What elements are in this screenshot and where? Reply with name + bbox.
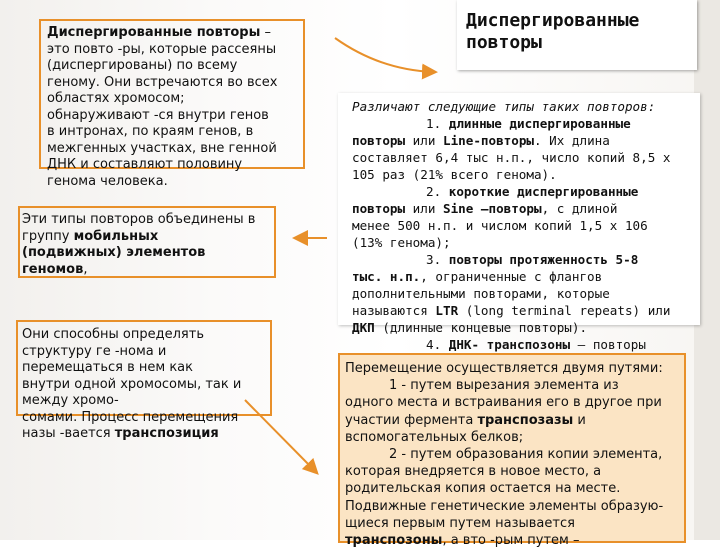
- arrow-title-curve: [335, 38, 434, 72]
- mobile-elements-text: Эти типы повторов объединены в группу мобильных (подвижных) элементов геномов,: [22, 212, 256, 277]
- arrow-to-bottom: [245, 400, 316, 472]
- movement-text: Перемещение осуществляется двумя путями: 1 - путем вырезания элемента из одного места и встраивания его в другое при участии фермента транспозазы и вспомогательных белков; 2 - путем образования копии элемента, которая внедряется в новое место, а родительская копия остается на месте. Подвижные генетические элементы образую- щиеся первым путем называется транспозоны, а вто -рым путем –: [345, 361, 664, 549]
- repeat-types-text: Различают следующие типы таких повторов: 1. длинные диспергированные повторы или Line-повторы. Их длина составляет 6,4 тыс н.п., число копий 8,5 х 105 раз (21% всего генома). 2. короткие диспергированные повторы или Sine –повторы, с длиной менее 500 н.п. и числом копий 1,5 х 106 (13% генома); 3. повторы протяженность 5-8 тыс. н.п., ограниченные с флангов дополнительными повторами, которые называются LTR (long terminal repeats) или ДКП (длинные концевые повторы). 4. ДНК- транспозоны – повторы: [352, 99, 671, 352]
- transposition-text: Они способны определять структуру ге -нома и перемещаться в нем как внутри одной хромосомы, так и между хромо- сомами. Процесс перемещения назы -вается транспозиция: [22, 327, 242, 441]
- page-title: Диспергированные повторы: [466, 10, 640, 53]
- definition-text: Диспергированные повторы – это повто -ры, которые рассеяны (диспергированы) по всему геному. Они встречаются во всех областях хромосом; обнаруживают -ся внутри генов в интронах, по краям генов, в межгенных участках, вне генной ДНК и составляют половину генома человека.: [47, 25, 278, 189]
- definition-term: Диспергированные повторы: [47, 25, 261, 40]
